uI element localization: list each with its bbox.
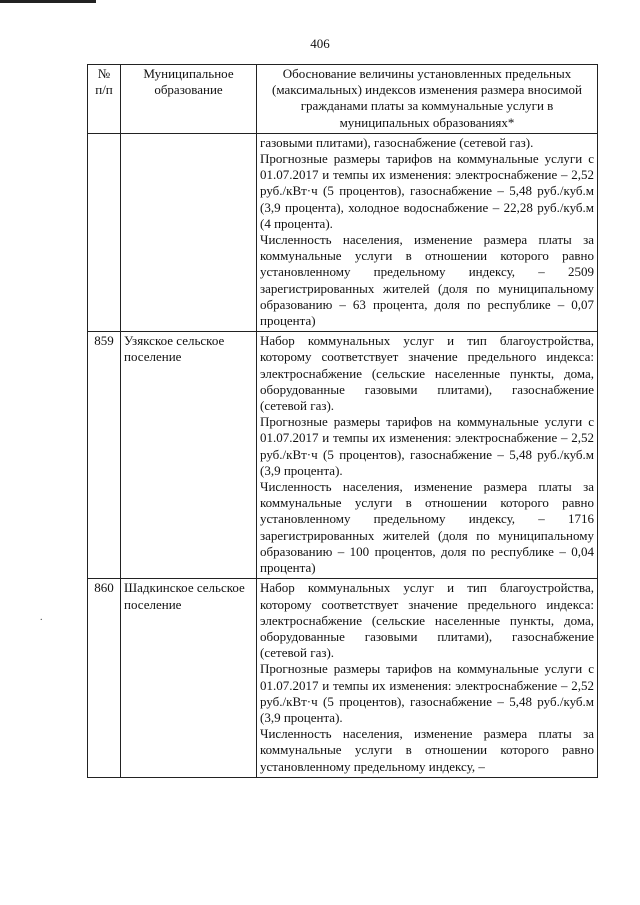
justification-paragraph: Прогнозные размеры тарифов на коммунальные услуги с 01.07.2017 и темпы их изменения: электроснабжение – 2,52 руб./кВт·ч (5 процентов), газоснабжение – 5,48 руб./куб.м (3,9 процента). [260,661,594,725]
tariff-index-table [87,64,598,778]
justification-paragraph: газовыми плитами), газоснабжение (сетевой газ). [260,134,534,150]
header-justification: Обоснование величины установленных предельных (максимальных) индексов изменения размера вносимой гражданами платы за коммунальные услуги в муниципальных образованиях* [257,65,598,134]
scan-speck: . [40,612,43,623]
table-row [88,133,598,331]
row-justification [257,579,598,777]
table-row [88,332,598,579]
row-municipality: Узякское сельское поселение [121,332,257,579]
page-number: 406 [310,36,330,51]
table-header [88,65,598,134]
justification-paragraph: Набор коммунальных услуг и тип благоустройства, которому соответствует значение предельного индекса: электроснабжение (сельские населенные пункты, дома, оборудованные газовыми плитами), газоснабжение (сетевой газ). [260,333,594,414]
row-num: 860 [88,579,121,777]
table-header-row [88,65,598,134]
row-municipality: Шадкинское сельское поселение [121,579,257,777]
justification-paragraph: Набор коммунальных услуг и тип благоустройства, которому соответствует значение предельного индекса: электроснабжение (сельские населенные пункты, дома, оборудованные газовыми плитами), газоснабжение (сетевой газ). [260,580,594,661]
scan-edge-rule [0,0,96,3]
row-num [88,133,121,331]
table-row [88,579,598,777]
table-body [88,133,598,777]
row-municipality [121,133,257,331]
row-justification [257,332,598,579]
header-municipality: Муниципальное образование [121,65,257,134]
header-num: № п/п [88,65,121,134]
justification-paragraph: Прогнозные размеры тарифов на коммунальные услуги с 01.07.2017 и темпы их изменения: электроснабжение – 2,52 руб./кВт·ч (5 процентов), газоснабжение – 5,48 руб./куб.м (3,9 процента), холодное водоснабжение – 22,28 руб./куб.м (4 процента). [260,151,594,231]
row-num: 859 [88,332,121,579]
justification-paragraph: Численность населения, изменение размера платы за коммунальные услуги в отношении которого равно установленному предельному индексу, – [260,726,594,774]
row-justification [257,133,598,331]
justification-paragraph: Прогнозные размеры тарифов на коммунальные услуги с 01.07.2017 и темпы их изменения: электроснабжение – 2,52 руб./кВт·ч (5 процентов), газоснабжение – 5,48 руб./куб.м (3,9 процента). [260,414,594,478]
justification-paragraph: Численность населения, изменение размера платы за коммунальные услуги в отношении которого равно установленному предельному индексу, – 1716 зарегистрированных жителей (доля по муниципальному образованию – 100 процентов, доля по республике – 0,04 процента) [260,479,594,576]
justification-paragraph: Численность населения, изменение размера платы за коммунальные услуги в отношении которого равно установленному предельному индексу, – 2509 зарегистрированных жителей (доля по муниципальному образованию – 63 процента, доля по республике – 0,07 процента) [260,232,594,329]
